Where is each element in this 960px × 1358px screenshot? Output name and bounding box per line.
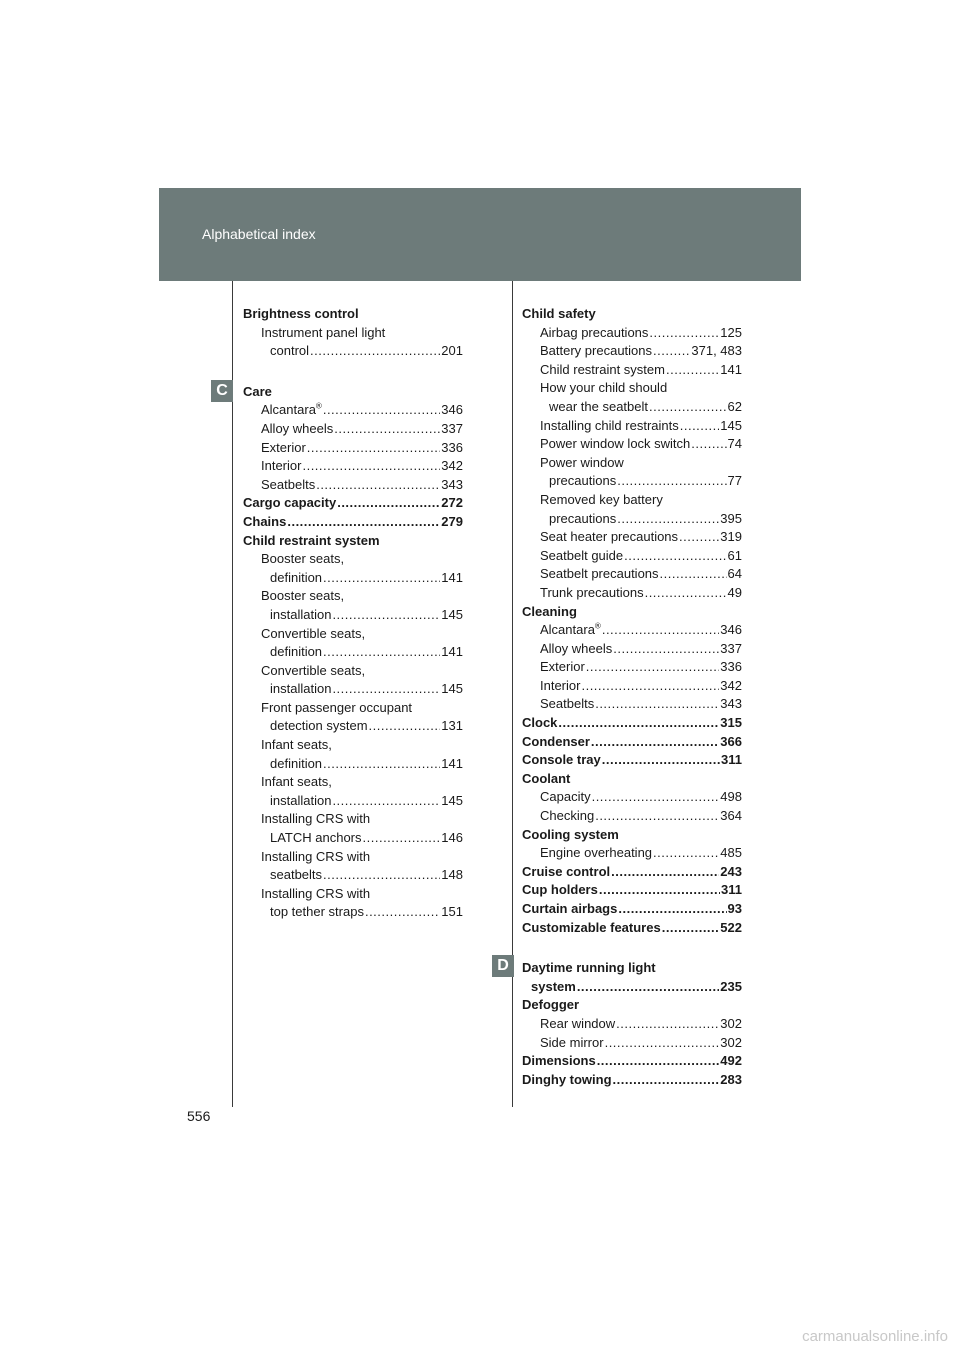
index-entry[interactable]: precautions ..... 395 (522, 510, 742, 529)
index-entry-cargo[interactable]: Cargo capacity ..... 272 (243, 494, 463, 513)
index-entry[interactable]: Alcantara® ..... 346 (243, 401, 463, 420)
page-ref: 201 (441, 343, 463, 359)
index-entry[interactable]: Checking ..... 364 (522, 807, 742, 826)
index-entry[interactable]: Battery precautions ..... 371, 483 (522, 342, 742, 361)
index-entry[interactable]: Exterior ..... 336 (522, 658, 742, 677)
index-column-left (243, 305, 463, 922)
page-number: 556 (187, 1108, 211, 1124)
index-entry[interactable]: definition ..... 141 (243, 569, 463, 588)
index-subentry: Convertible seats, (261, 662, 366, 678)
index-subentry: Convertible seats, (261, 625, 366, 641)
index-subentry: How your child should (540, 380, 668, 396)
index-subentry: Infant seats, (261, 774, 332, 790)
index-entry[interactable]: control ..... 201 (243, 342, 463, 361)
index-entry[interactable]: Exterior ..... 336 (243, 439, 463, 458)
index-entry[interactable]: top tether straps ..... 151 (243, 903, 463, 922)
index-entry[interactable]: Seat heater precautions ..... 319 (522, 528, 742, 547)
column-divider-left (232, 281, 233, 1107)
index-entry[interactable]: Engine overheating ..... 485 (522, 844, 742, 863)
index-entry[interactable]: Airbag precautions ..... 125 (522, 324, 742, 343)
index-subentry: Infant seats, (261, 737, 332, 753)
index-entry[interactable]: Alloy wheels ..... 337 (522, 640, 742, 659)
index-subentry: Installing CRS with (261, 848, 371, 864)
index-entry[interactable]: definition ..... 141 (243, 643, 463, 662)
page-header (159, 188, 801, 281)
index-heading-cooling-system: Cooling system (522, 826, 619, 842)
index-heading-child-restraint: Child restraint system (243, 532, 380, 548)
index-entry[interactable]: Rear window ..... 302 (522, 1015, 742, 1034)
index-entry[interactable]: Seatbelts ..... 343 (522, 695, 742, 714)
section-tab-c[interactable]: C (211, 380, 233, 402)
index-entry[interactable]: Child restraint system ..... 141 (522, 361, 742, 380)
index-entry-chains[interactable]: Chains ..... 279 (243, 513, 463, 532)
index-entry[interactable]: Interior ..... 342 (243, 457, 463, 476)
index-entry-curtain-airbags[interactable]: Curtain airbags ..... 93 (522, 900, 742, 919)
index-entry[interactable]: Power window lock switch ..... 74 (522, 435, 742, 454)
index-entry[interactable]: Side mirror ..... 302 (522, 1034, 742, 1053)
index-subentry: Instrument panel light (261, 324, 386, 340)
section-tab-d[interactable]: D (492, 955, 514, 977)
index-entry[interactable]: Installing child restraints ..... 145 (522, 417, 742, 436)
index-heading-child-safety: Child safety (522, 306, 596, 321)
index-subentry: Power window (540, 454, 624, 470)
index-heading-cleaning: Cleaning (522, 603, 577, 619)
index-subentry: Removed key battery (540, 491, 663, 507)
index-entry[interactable]: wear the seatbelt ..... 62 (522, 398, 742, 417)
index-entry[interactable]: Interior ..... 342 (522, 677, 742, 696)
index-entry[interactable]: Seatbelt precautions ..... 64 (522, 565, 742, 584)
index-entry[interactable]: seatbelts ..... 148 (243, 866, 463, 885)
header-title: Alphabetical index (202, 226, 316, 242)
index-subentry: Booster seats, (261, 551, 345, 567)
watermark: carmanualsonline.info (802, 1328, 948, 1345)
index-heading-daytime-running-light: Daytime running light (522, 960, 656, 976)
index-heading-brightness: Brightness control (243, 306, 359, 321)
index-entry-dimensions[interactable]: Dimensions ..... 492 (522, 1052, 742, 1071)
index-subentry: Front passenger occupant (261, 699, 413, 715)
index-entry[interactable]: LATCH anchors ..... 146 (243, 829, 463, 848)
index-subentry: Installing CRS with (261, 811, 371, 827)
index-entry-cruise-control[interactable]: Cruise control ..... 243 (522, 863, 742, 882)
index-heading-coolant: Coolant (522, 770, 571, 786)
index-heading-defogger: Defogger (522, 997, 580, 1013)
index-entry[interactable]: Capacity ..... 498 (522, 788, 742, 807)
index-subentry: Booster seats, (261, 588, 345, 604)
index-subentry: Installing CRS with (261, 885, 371, 901)
index-heading-care: Care (243, 383, 272, 399)
index-entry[interactable]: Trunk precautions ..... 49 (522, 584, 742, 603)
index-entry[interactable]: Seatbelt guide ..... 61 (522, 547, 742, 566)
index-entry-clock[interactable]: Clock ..... 315 (522, 714, 742, 733)
column-divider-middle (512, 281, 513, 1107)
index-entry-console-tray[interactable]: Console tray ..... 311 (522, 751, 742, 770)
index-entry[interactable]: Seatbelts ..... 343 (243, 476, 463, 495)
index-entry[interactable]: precautions ..... 77 (522, 472, 742, 491)
index-entry-condenser[interactable]: Condenser ..... 366 (522, 733, 742, 752)
index-entry[interactable]: detection system ..... 131 (243, 717, 463, 736)
index-entry[interactable]: Alcantara® ..... 346 (522, 621, 742, 640)
index-entry[interactable]: definition ..... 141 (243, 755, 463, 774)
index-entry[interactable]: system ..... 235 (522, 978, 742, 997)
index-column-right (522, 305, 742, 1089)
index-entry[interactable]: Alloy wheels ..... 337 (243, 420, 463, 439)
index-entry[interactable]: installation ..... 145 (243, 680, 463, 699)
index-entry-cup-holders[interactable]: Cup holders ..... 311 (522, 881, 742, 900)
index-entry-dinghy-towing[interactable]: Dinghy towing ..... 283 (522, 1071, 742, 1090)
index-entry[interactable]: installation ..... 145 (243, 606, 463, 625)
index-entry-customizable-features[interactable]: Customizable features ..... 522 (522, 919, 742, 938)
index-entry[interactable]: installation ..... 145 (243, 792, 463, 811)
